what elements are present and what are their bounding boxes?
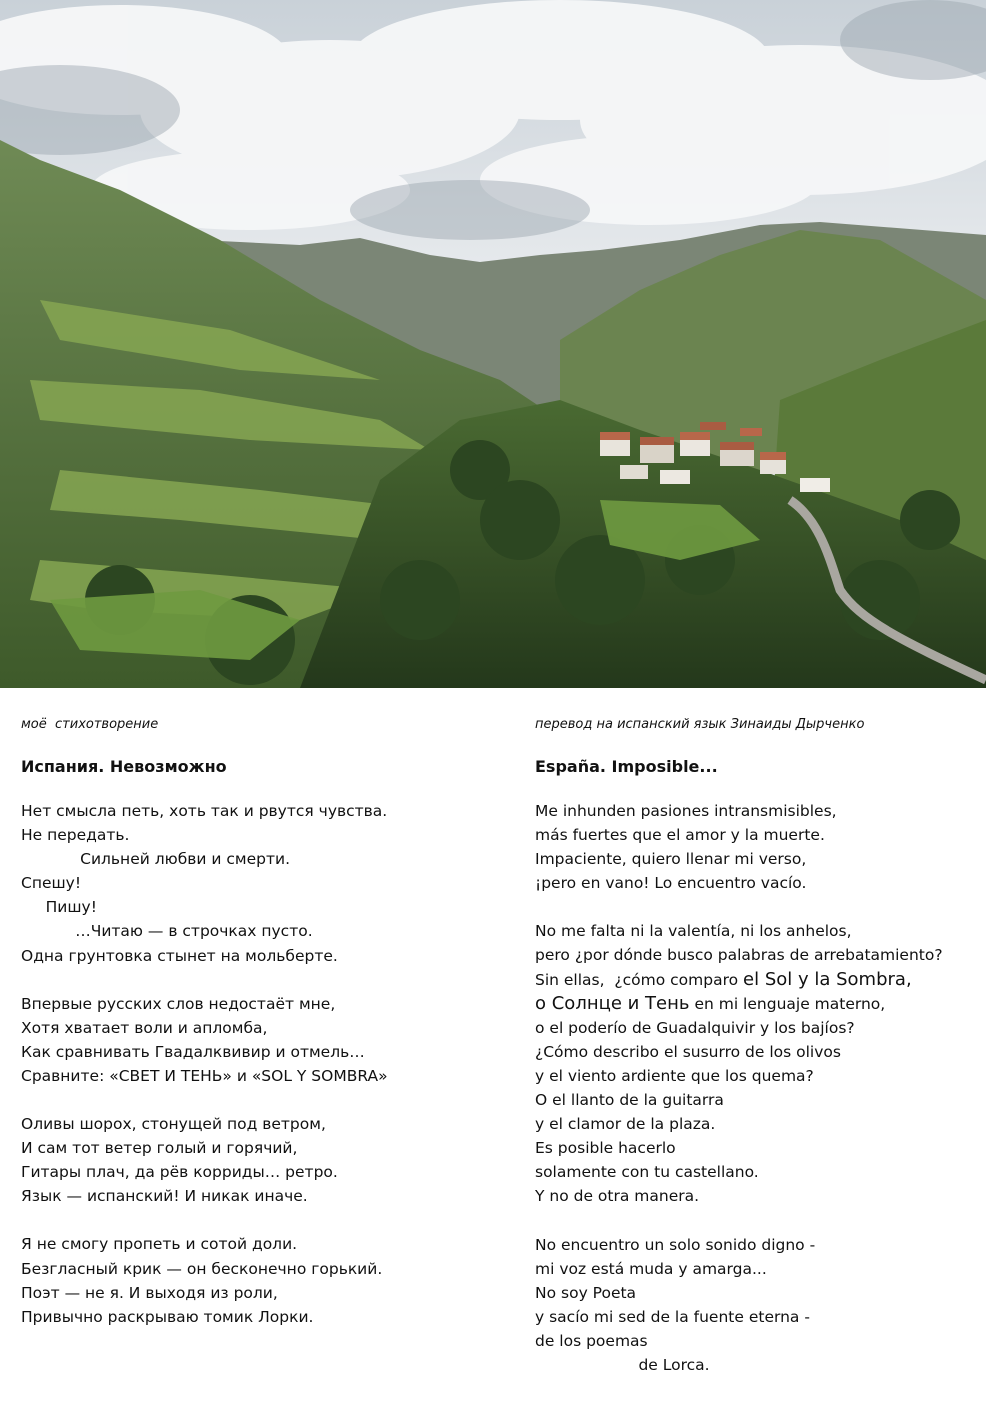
original-stanza bbox=[21, 1112, 491, 1208]
translation-title: España. Imposible... bbox=[535, 757, 718, 776]
poem-line: Нет смысла петь, хоть так и рвутся чувства. bbox=[21, 802, 388, 820]
poem-line: Оливы шорох, стонущей под ветром, bbox=[21, 1115, 326, 1134]
poem-line: No encuentro un solo sonido digno - bbox=[535, 1235, 816, 1254]
poem-line: Язык — испанский! И никак иначе. bbox=[21, 1187, 308, 1206]
poem-line: Безгласный крик — он бесконечно горький. bbox=[21, 1259, 383, 1278]
poem-line: y el clamor de la plaza. bbox=[535, 1115, 716, 1134]
poem-line: ¡pero en vano! Lo encuentro vacío. bbox=[535, 874, 807, 893]
translation-column bbox=[535, 710, 980, 1401]
poem-line: …Читаю — в строчках пусто. bbox=[21, 922, 313, 941]
poem-line: Es posible hacerlo bbox=[535, 1139, 676, 1158]
poem-line: de los poemas bbox=[535, 1331, 648, 1350]
poem-line: No me falta ni la valentía, ni los anhelos, bbox=[535, 922, 852, 941]
poem-line: Сравните: «СВЕТ И ТЕНЬ» и «SOL Y SOMBRA» bbox=[21, 1066, 388, 1085]
poem-line: y sacío mi sed de la fuente eterna - bbox=[535, 1307, 810, 1326]
translation-label: перевод на испанский язык Зинаиды Дырченко bbox=[535, 717, 865, 732]
poem-line-emphasis: o Солнце и Тень bbox=[535, 992, 690, 1014]
poem-line: Гитары плач, да рёв корриды… ретро. bbox=[21, 1163, 338, 1182]
poem-line: pero ¿por dónde busco palabras de arrebatamiento? bbox=[535, 946, 943, 965]
original-stanza bbox=[21, 799, 491, 968]
poem-line: mi voz está muda y amarga... bbox=[535, 1259, 767, 1278]
original-stanzas bbox=[21, 799, 491, 1329]
translation-stanza-2-rest bbox=[535, 1016, 980, 1209]
poem-line bbox=[535, 992, 980, 1016]
poem-line: solamente con tu castellano. bbox=[535, 1163, 759, 1182]
poem-line: Привычно раскрываю томик Лорки. bbox=[21, 1307, 314, 1326]
poem-line bbox=[535, 968, 980, 992]
translation-stanza-1 bbox=[535, 799, 980, 895]
poem-line: Impaciente, quiero llenar mi verso, bbox=[535, 850, 807, 869]
original-poem-column bbox=[21, 710, 491, 1353]
translation-stanzas bbox=[535, 799, 980, 1377]
poem-line: Сильней любви и смерти. bbox=[21, 850, 291, 869]
poem-line: Хотя хватает воли и апломба, bbox=[21, 1018, 268, 1037]
translation-stanza-2 bbox=[535, 919, 980, 1208]
poem-line: Поэт — не я. И выходя из роли, bbox=[21, 1283, 278, 1302]
poem-line: Y no de otra manera. bbox=[535, 1187, 700, 1206]
poem-line: Как сравнивать Гвадалквивир и отмель… bbox=[21, 1042, 365, 1061]
original-title: Испания. Невозможно bbox=[21, 757, 227, 776]
poem-line: y el viento ardiente que los quema? bbox=[535, 1066, 814, 1085]
landscape-photo bbox=[0, 0, 986, 688]
poem-line: Me inhunden pasiones intransmisibles, bbox=[535, 802, 837, 820]
original-stanza bbox=[21, 1232, 491, 1328]
translation-stanza-3 bbox=[535, 1233, 980, 1378]
original-stanza bbox=[21, 992, 491, 1088]
poem-line: o el poderío de Guadalquivir y los bajíos? bbox=[535, 1018, 855, 1037]
poem-line: No soy Poeta bbox=[535, 1283, 637, 1302]
poem-line-part: Sin ellas, ¿cómo comparo bbox=[535, 970, 744, 989]
poem-line: Спешу! bbox=[21, 874, 82, 893]
poem-line: И сам тот ветер голый и горячий, bbox=[21, 1139, 298, 1158]
poem-line: O el llanto de la guitarra bbox=[535, 1091, 724, 1110]
poem-line: Не передать. bbox=[21, 826, 130, 845]
poem-line-emphasis: el Sol y la Sombra, bbox=[743, 968, 912, 990]
poem-line: de Lorca. bbox=[535, 1355, 710, 1374]
poem-line: ¿Cómo describo el susurro de los olivos bbox=[535, 1042, 841, 1061]
poem-line: Пишу! bbox=[21, 898, 97, 917]
original-label: моё стихотворение bbox=[21, 717, 159, 732]
poem-line: Я не смогу пропеть и сотой доли. bbox=[21, 1235, 298, 1254]
poem-line-part: en mi lenguaje materno, bbox=[689, 994, 886, 1013]
poem-line: Одна грунтовка стынет на мольберте. bbox=[21, 946, 338, 965]
poem-line: Впервые русских слов недостаёт мне, bbox=[21, 994, 336, 1013]
poem-line: más fuertes que el amor y la muerte. bbox=[535, 826, 825, 845]
